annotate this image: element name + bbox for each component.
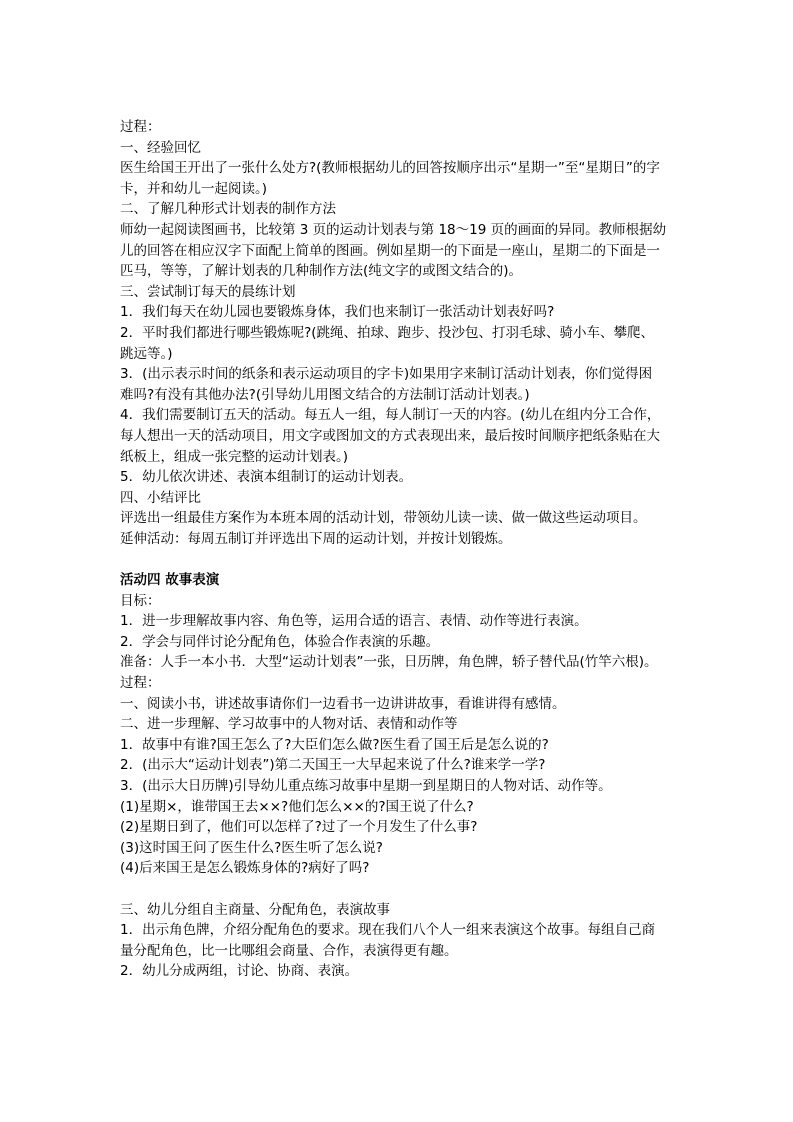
text-line: 儿的回答在相应汉字下面配上简单的图画。例如星期一的下面是一座山，星期二的下面是一 — [120, 242, 660, 259]
text-line: 一、经验回忆 — [120, 139, 201, 156]
document-body — [120, 117, 680, 982]
text-line: 1．我们每天在幼儿园也要锻炼身体，我们也来制订一张活动计划表好吗? — [120, 304, 555, 321]
text-line: 2．(出示大“运动计划表”)第二天国王一大早起来说了什么?谁来学一学? — [120, 757, 546, 774]
text-line: 3．(出示大日历牌)引导幼儿重点练习故事中星期一到星期日的人物对话、动作等。 — [120, 778, 612, 794]
text-line: 量分配角色，比一比哪组会商量、合作，表演得更有趣。 — [120, 942, 458, 959]
text-line: 难吗?有没有其他办法?(引导幼儿用图文结合的方法制订活动计划表。) — [120, 386, 530, 403]
text-line: 1．进一步理解故事内容、角色等，运用合适的语言、表情、动作等进行表演。 — [120, 613, 588, 630]
text-line: 一、阅读小书，讲述故事请你们一边看书一边讲讲故事，看谁讲得有感情。 — [120, 695, 566, 712]
text-line: 匹马，等等，了解计划表的几种制作方法(纯文字的或图文结合的)。 — [120, 263, 523, 280]
section-story-performance — [120, 591, 680, 879]
text-line: 二、进一步理解、学习故事中的人物对话、表情和动作等 — [120, 716, 458, 733]
text-line: 四、小结评比 — [120, 489, 201, 506]
text-line: 评选出一组最佳方案作为本班本周的活动计划，带领幼儿读一读、做一做这些运动项目。 — [120, 510, 647, 527]
text-line: 过程： — [120, 675, 161, 692]
text-line: 跳远等。) — [120, 345, 173, 362]
text-line: (2)星期日到了，他们可以怎样了?过了一个月发生了什么事? — [120, 819, 478, 836]
text-line: 1．出示角色牌，介绍分配角色的要求。现在我们八个人一组来表演这个故事。每组自己商 — [120, 922, 656, 939]
text-line: 5．幼儿依次讲述、表演本组制订的运动计划表。 — [120, 469, 413, 486]
text-line: 延伸活动：每周五制订并评选出下周的运动计划，并按计划锻炼。 — [120, 530, 512, 547]
text-line: 卡，并和幼儿一起阅读。) — [120, 180, 268, 197]
activity-heading: 活动四 故事表演 — [120, 572, 220, 589]
text-line: 每人想出一天的活动项目，用文字或图加文的方式表现出来，最后按时间顺序把纸条贴在大 — [120, 427, 660, 444]
text-line: 2．幼儿分成两组，讨论、协商、表演。 — [120, 963, 359, 980]
text-line: 准备：人手一本小书．大型“运动计划表”一张，日历牌，角色牌，轿子替代品(竹竿六根)。 — [120, 654, 658, 671]
text-line: 医生给国王开出了一张什么处方?(教师根据幼儿的回答按顺序出示“星期一”至“星期日”的字 — [120, 160, 660, 177]
text-line: 4．我们需要制订五天的活动。每五人一组，每人制订一天的内容。(幼儿在组内分工合作， — [120, 407, 661, 424]
text-line: 三、尝试制订每天的晨练计划 — [120, 283, 296, 300]
text-line: 二、了解几种形式计划表的制作方法 — [120, 201, 336, 218]
paragraph-gap — [120, 549, 680, 570]
section-group-performance — [120, 900, 680, 982]
text-line: 三、幼儿分组自主商量、分配角色，表演故事 — [120, 901, 390, 918]
text-line: 3．(出示表示时间的纸条和表示运动项目的字卡)如果用字来制订活动计划表，你们觉得困 — [120, 366, 653, 383]
text-line: (1)星期×，谁带国王去××?他们怎么××的?国王说了什么? — [120, 798, 474, 815]
text-line: 纸板上，组成一张完整的运动计划表。) — [120, 448, 349, 465]
text-line: 2．学会与同伴讨论分配角色，体验合作表演的乐趣。 — [120, 633, 440, 650]
text-line: 师幼一起阅读图画书，比较第 3 页的运动计划表与第 18～19 页的画面的异同。教师根据幼 — [120, 221, 667, 238]
text-line: (4)后来国王是怎么锻炼身体的?病好了吗? — [120, 860, 370, 877]
paragraph-gap — [120, 879, 680, 900]
text-line: 过程： — [120, 119, 161, 135]
section-process-plan — [120, 117, 680, 549]
text-line: (3)这时国王问了医生什么?医生听了怎么说? — [120, 839, 383, 856]
text-line: 2．平时我们都进行哪些锻炼呢?(跳绳、拍球、跑步、投沙包、打羽毛球、骑小车、攀爬、 — [120, 324, 655, 341]
text-line: 目标： — [120, 592, 161, 609]
text-line: 1．故事中有谁?国王怎么了?大臣们怎么做?医生看了国王后是怎么说的? — [120, 736, 549, 753]
